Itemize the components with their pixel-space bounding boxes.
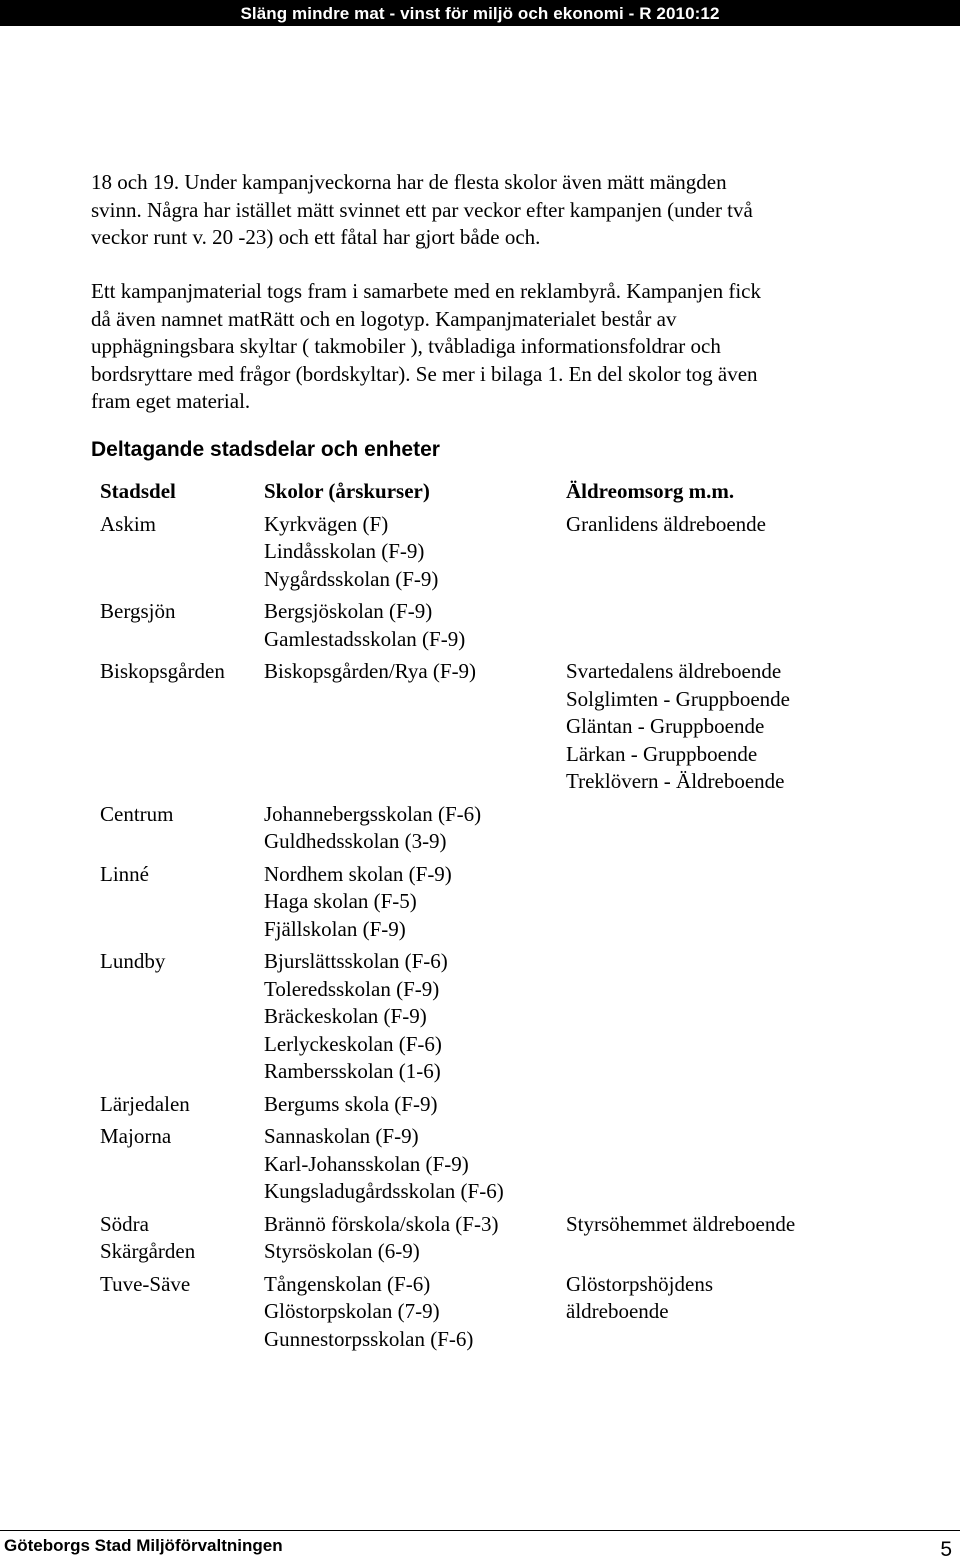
paragraph-2 xyxy=(91,278,891,416)
document-header-title: Släng mindre mat - vinst för miljö och ekonomi - R 2010:12 xyxy=(240,4,720,23)
elderly-cell xyxy=(566,1211,795,1239)
cell-line: Solglimten - Gruppboende xyxy=(566,686,790,711)
district-cell xyxy=(100,1211,195,1266)
cell-line: Rambersskolan (1-6) xyxy=(264,1059,441,1083)
cell-line: Nygårdsskolan (F-9) xyxy=(264,566,439,591)
district-cell xyxy=(100,658,225,686)
cell-line: Lärkan - Gruppboende xyxy=(566,741,758,766)
cell-line: Nordhem skolan (F-9) xyxy=(264,861,452,886)
district-cell xyxy=(100,598,175,626)
schools-cell xyxy=(264,948,448,1086)
schools-cell xyxy=(264,861,452,944)
cell-line: Granlidens äldreboende xyxy=(566,511,767,536)
district-cell xyxy=(100,1091,190,1119)
cell-line: Bjurslättsskolan (F-6) xyxy=(264,949,448,973)
table-header-cell xyxy=(566,478,734,506)
cell-line: Linné xyxy=(100,861,149,886)
cell-line: Lundby xyxy=(100,949,166,973)
table-header-cell xyxy=(264,478,430,506)
paragraph-line: upphägningsbara skyltar ( takmobiler ), tvåbladiga informationsfoldrar och xyxy=(91,334,721,358)
paragraph-line: svinn. Några har istället mätt svinnet ett par veckor efter kampanjen (under två xyxy=(91,197,753,222)
page-number: 5 xyxy=(940,1538,952,1561)
cell-line: Glöstorpskolan (7-9) xyxy=(264,1299,440,1323)
district-cell xyxy=(100,511,156,539)
cell-line: Karl-Johansskolan (F-9) xyxy=(264,1151,469,1176)
district-cell xyxy=(100,1123,171,1151)
cell-line: Biskopsgården/Rya (F-9) xyxy=(264,659,477,683)
district-cell xyxy=(100,1271,190,1299)
cell-line: Lärjedalen xyxy=(100,1091,190,1116)
cell-line: Skolor (årskurser) xyxy=(264,479,430,503)
district-cell xyxy=(100,948,165,976)
schools-cell xyxy=(264,801,481,856)
cell-line: Skärgården xyxy=(100,1239,196,1263)
district-cell xyxy=(100,801,174,829)
cell-line: Centrum xyxy=(100,801,174,826)
cell-line: Johannebergsskolan (F-6) xyxy=(264,801,482,826)
cell-line: Styrsöhemmet äldreboende xyxy=(566,1211,796,1236)
footer-divider xyxy=(0,1530,960,1531)
cell-line: Stadsdel xyxy=(100,479,176,503)
cell-line: Svartedalens äldreboende xyxy=(566,659,782,683)
footer-organization: Göteborgs Stad Miljöförvaltningen xyxy=(4,1536,283,1555)
cell-line: Bergums skola (F-9) xyxy=(264,1091,438,1116)
cell-line: Gunnestorpsskolan (F-6) xyxy=(264,1326,474,1351)
paragraph-line: Ett kampanjmaterial togs fram i samarbete med en reklambyrå. Kampanjen fick xyxy=(91,279,761,303)
cell-line: Glöstorpshöjdens xyxy=(566,1271,713,1296)
cell-line: Guldhedsskolan (3-9) xyxy=(264,829,447,853)
section-heading: Deltagande stadsdelar och enheter xyxy=(91,438,440,461)
cell-line: Bergsjön xyxy=(100,599,176,623)
schools-cell xyxy=(264,598,465,653)
paragraph-line: fram eget material. xyxy=(91,389,251,413)
cell-line: Sannaskolan (F-9) xyxy=(264,1124,419,1148)
cell-line: Fjällskolan (F-9) xyxy=(264,916,406,941)
cell-line: Kyrkvägen (F) xyxy=(264,511,389,536)
schools-cell xyxy=(264,1091,437,1119)
schools-cell xyxy=(264,658,476,686)
district-cell xyxy=(100,861,149,889)
cell-line: Tuve-Säve xyxy=(100,1271,191,1296)
cell-line: Biskopsgården xyxy=(100,659,225,683)
schools-cell xyxy=(264,1271,473,1354)
paragraph-line: då även namnet matRätt och en logotyp. Kampanjmaterialet består av xyxy=(91,306,677,331)
paragraph-line: veckor runt v. 20 -23) och ett fåtal har gjort både och. xyxy=(91,225,541,249)
schools-cell xyxy=(264,511,438,594)
cell-line: Bräckeskolan (F-9) xyxy=(264,1004,427,1028)
table-header-cell xyxy=(100,478,176,506)
schools-cell xyxy=(264,1211,498,1266)
cell-line: Styrsöskolan (6-9) xyxy=(264,1239,420,1263)
elderly-cell xyxy=(566,1271,713,1326)
paragraph-line: bordsryttare med frågor (bordskyltar). Se mer i bilaga 1. En del skolor tog även xyxy=(91,361,758,386)
cell-line: Gamlestadsskolan (F-9) xyxy=(264,626,466,651)
cell-line: Toleredsskolan (F-9) xyxy=(264,976,440,1001)
paragraph-1 xyxy=(91,169,891,252)
cell-line: Brännö förskola/skola (F-3) xyxy=(264,1211,499,1236)
cell-line: Lerlyckeskolan (F-6) xyxy=(264,1031,442,1056)
cell-line: Gläntan - Gruppboende xyxy=(566,714,765,738)
elderly-cell xyxy=(566,511,766,539)
paragraph-line: 18 och 19. Under kampanjveckorna har de flesta skolor även mätt mängden xyxy=(91,170,727,194)
cell-line: Lindåsskolan (F-9) xyxy=(264,539,425,563)
cell-line: Kungsladugårdsskolan (F-6) xyxy=(264,1179,504,1203)
schools-cell xyxy=(264,1123,504,1206)
cell-line: Treklövern - Äldreboende xyxy=(566,769,785,793)
cell-line: äldreboende xyxy=(566,1299,669,1323)
cell-line: Tångenskolan (F-6) xyxy=(264,1271,431,1296)
cell-line: Haga skolan (F-5) xyxy=(264,889,417,913)
cell-line: Äldreomsorg m.m. xyxy=(566,479,735,503)
cell-line: Askim xyxy=(100,511,157,536)
elderly-cell xyxy=(566,658,790,796)
cell-line: Södra xyxy=(100,1211,149,1236)
cell-line: Bergsjöskolan (F-9) xyxy=(264,599,433,623)
cell-line: Majorna xyxy=(100,1124,172,1148)
